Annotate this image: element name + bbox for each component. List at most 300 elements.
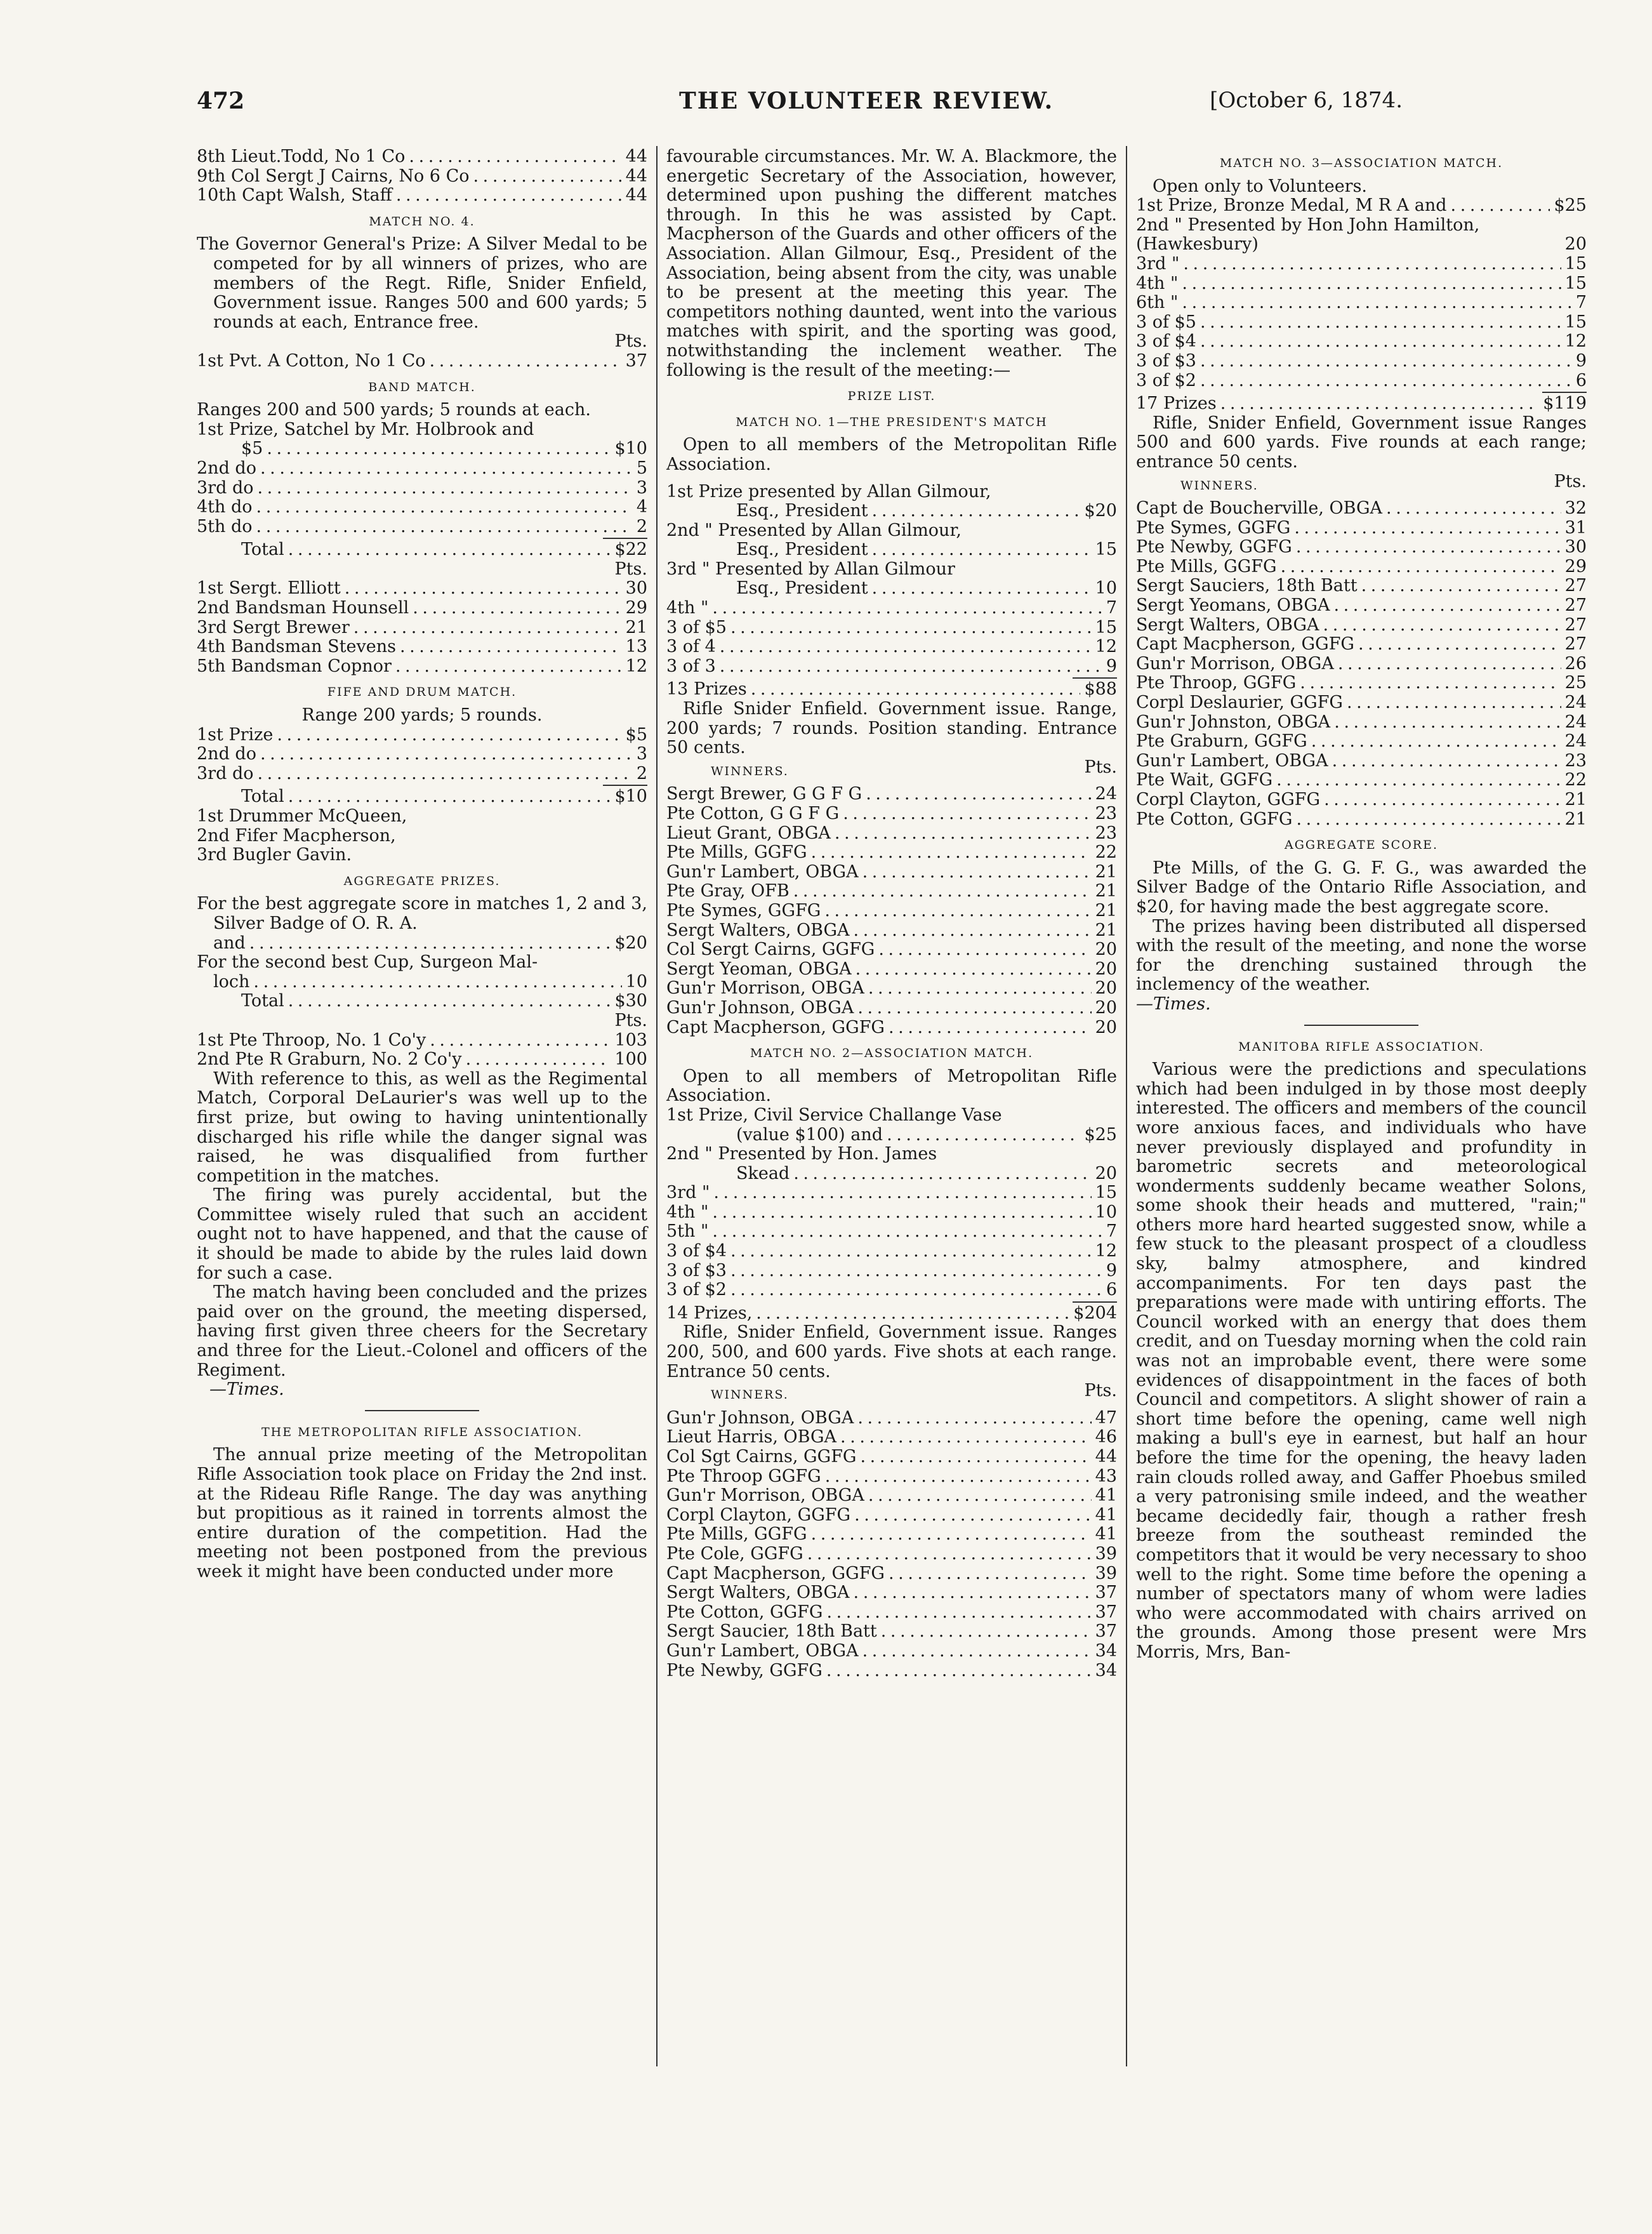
dot-leader: [856, 960, 1092, 980]
fife-winner-2: 3rd Bugler Gavin.: [197, 845, 352, 865]
entry-label: Corpl Deslaurier, GGFG: [1136, 693, 1343, 713]
entry-label: 3 of $2: [1136, 371, 1196, 390]
entry-value: 21: [1564, 790, 1587, 809]
entry-value: 24: [1095, 785, 1117, 804]
entry-value: 21: [1564, 809, 1587, 829]
sum-rule: [603, 538, 647, 539]
m2-total: [666, 1304, 1117, 1324]
entry-label: Pte Wait, GGFG: [1136, 771, 1273, 790]
entry-value: 23: [1095, 804, 1117, 823]
dot-leader: [256, 498, 633, 517]
band-prize-1-value: [197, 439, 647, 459]
entry-label: Sergt Walters, OBGA: [1136, 615, 1319, 635]
entry-value: 26: [1564, 654, 1587, 674]
entry-label: 1st Prize, Bronze Medal, M R A and: [1136, 196, 1447, 216]
entry-value: 30: [1564, 538, 1587, 557]
entry-label: Pte Graburn, GGFG: [1136, 732, 1307, 752]
band-prize-1-line: 1st Prize, Satchel by Mr. Holbrook and: [197, 419, 534, 439]
entry-value: 10: [625, 972, 647, 992]
entry-value: 31: [1564, 518, 1587, 538]
entry-label: 17 Prizes: [1136, 394, 1217, 414]
entry-value: 12: [625, 656, 647, 676]
dot-leader: [1182, 293, 1571, 313]
dotted-entry: [1136, 616, 1587, 635]
entry-label: 1st Pvt. A Cotton, No 1 Co: [197, 351, 426, 371]
dot-leader: [260, 459, 633, 479]
m2-rifle-text: Rifle, Snider Enfield, Government issue. Ranges 200, 500, and 600 yards. Five shots at each range. Entrance 50 cents.: [666, 1322, 1117, 1381]
paragraph: The prizes having been distributed all dispersed with the result of the meeting, and none the worse for the drenching sustained through the inclemency of the weather.: [1136, 916, 1587, 995]
dotted-entry: [1136, 394, 1587, 414]
entry-value: $119: [1543, 394, 1587, 414]
dotted-entry: [197, 186, 647, 206]
fife-drum-heading: FIFE AND DRUM MATCH.: [327, 685, 517, 700]
entry-value: $25: [1554, 196, 1587, 216]
entry-value: 34: [1095, 1641, 1117, 1661]
dot-leader: [857, 999, 1091, 1018]
dot-leader: [878, 940, 1091, 960]
entry-value: 23: [1564, 751, 1587, 771]
winners-head-row: [666, 1381, 1117, 1409]
m2-prizes: [666, 1183, 1117, 1300]
entry-label: 3 of $4: [1136, 332, 1196, 352]
dot-leader: [857, 1409, 1091, 1428]
dotted-entry: [666, 618, 1117, 638]
m3-prize-2: [1136, 216, 1587, 255]
dotted-entry: [666, 979, 1117, 999]
dot-leader: [409, 147, 621, 167]
m3-prize-1: [1136, 196, 1587, 216]
dot-leader: [872, 502, 1081, 521]
entry-label: 1st Pte Throop, No. 1 Co'y: [197, 1030, 426, 1050]
entry-label: 1st Prize: [197, 725, 274, 745]
dot-leader: [862, 863, 1092, 882]
entry-label: Corpl Clayton, GGFG: [1136, 790, 1321, 809]
entry-value: 34: [1095, 1661, 1117, 1680]
winners-heading: WINNERS.: [711, 1388, 789, 1402]
dotted-entry: [666, 1642, 1117, 1661]
m2-prize-1-line: 1st Prize, Civil Service Challange Vase: [666, 1105, 1002, 1125]
entry-label: Pte Mills, GGFG: [666, 1525, 807, 1545]
dot-leader: [854, 921, 1092, 941]
entry-value: $20: [1084, 502, 1117, 521]
dotted-entry: [736, 502, 1117, 521]
source-credit: —Times.: [209, 1380, 284, 1400]
entry-label: 14 Prizes,: [666, 1303, 753, 1323]
entry-label: 10th Capt Walsh, Staff: [197, 186, 392, 206]
dot-leader: [712, 1203, 1091, 1223]
entry-value: 21: [1095, 921, 1117, 940]
dot-leader: [843, 804, 1091, 824]
winners-head-row: [666, 758, 1117, 785]
entry-value: $10: [614, 787, 647, 807]
aggregate-prizes-heading: AGGREGATE PRIZES.: [343, 874, 501, 888]
dotted-entry: [666, 843, 1117, 863]
dotted-entry: [197, 599, 647, 618]
entry-value: 5: [636, 458, 647, 478]
aggregate-1-value: [197, 934, 647, 954]
dot-leader: [249, 934, 611, 954]
column-rule: [656, 146, 657, 2066]
dot-leader: [1296, 538, 1561, 557]
dot-leader: [824, 901, 1091, 921]
entry-label: Pte Cole, GGFG: [666, 1544, 803, 1564]
dotted-entry: [197, 1050, 647, 1070]
entry-value: 37: [625, 351, 647, 371]
entry-value: 12: [1095, 637, 1117, 657]
entry-value: 15: [1564, 254, 1587, 274]
entry-label: Esq., President: [736, 502, 868, 521]
sum-rule: [603, 785, 647, 786]
dot-leader: [730, 618, 1092, 638]
dotted-entry: [1136, 596, 1587, 616]
entry-label: Pte Cotton, GGFG: [666, 1602, 823, 1622]
dotted-entry: [197, 167, 647, 187]
fife-winner-0: 1st Drummer McQueen,: [197, 806, 407, 826]
match-4-text: The Governor General's Prize: A Silver Medal to be competed for by all winners of prizes, who are members of the Regt. Rifle, Snider Enfield, Government issue. Ranges 500 and 600 yards; 5 rounds at each, Entrance free.: [197, 234, 647, 332]
dotted-entry: [197, 726, 647, 745]
pts-label: Pts.: [1084, 757, 1117, 777]
entry-label: 4th do: [197, 498, 253, 517]
entry-label: Gun'r Morrison, OBGA: [666, 979, 864, 999]
dotted-entry: [197, 579, 647, 599]
dot-leader: [872, 540, 1092, 560]
entry-value: 24: [1564, 732, 1587, 752]
dotted-entry: [666, 882, 1117, 901]
entry-label: and: [213, 933, 246, 953]
entry-value: 44: [625, 186, 647, 206]
band-match-heading: BAND MATCH.: [368, 380, 476, 394]
pts-label: Pts.: [614, 1010, 647, 1030]
dotted-entry: [666, 1261, 1117, 1281]
dot-leader: [807, 1545, 1092, 1564]
dotted-entry: [736, 579, 1117, 599]
m3-winners: [1136, 499, 1587, 829]
paragraph: favourable circumstances. Mr. W. A. Blackmore, the energetic Secretary of the Association, however, determined upon pushing the different matches through. In this he was assisted by Capt. Macpherson of the Guards and other officers of the Association. Allan Gilmour, Esq., President of the Association, being absent from the city, was unable to be present at the meeting this year. The competitors nothing daunted, went into the various matches with spirit, and the sporting was good, notwithstanding the inclement weather. The following is the result of the meeting:—: [666, 147, 1117, 380]
entry-value: 15: [1095, 540, 1117, 560]
dot-leader: [1294, 519, 1561, 538]
aggregate-winners: [197, 1031, 647, 1070]
dotted-entry: [1136, 332, 1587, 352]
band-total: [197, 540, 647, 560]
entry-value: 24: [1564, 712, 1587, 732]
entry-value: 15: [1564, 274, 1587, 293]
m3-total: [1136, 394, 1587, 414]
entry-value: 20: [1095, 1018, 1117, 1037]
entry-label: Pte Symes, GGFG: [666, 901, 821, 921]
entry-value: 15: [1095, 1183, 1117, 1203]
m2-prize-2-value: [666, 1164, 1117, 1184]
m1-total: [666, 680, 1117, 700]
entry-label: Total: [241, 787, 284, 807]
band-match-text: Ranges 200 and 500 yards; 5 rounds at each.: [197, 400, 591, 420]
dot-leader: [720, 637, 1092, 657]
paragraph: The annual prize meeting of the Metropolitan Rifle Association took place on Friday the 2nd inst. at the Rideau Rifle Range. The day was anything but propitious as it rained in torrents almost the entire duration of the competition. Had the meeting not been postponed from the previous week it might have been conducted under more: [197, 1445, 647, 1581]
paragraph: With reference to this, as well as the Regimental Match, Corporal DeLaurier's was well up to the first prize, but owing to having unintentionally discharged his rifle while the danger signal was raised, he was disqualified from further competition in the matches.: [197, 1068, 647, 1186]
entry-value: 44: [625, 147, 647, 166]
entry-label: 4th ": [666, 1202, 709, 1222]
dotted-entry: [213, 973, 647, 992]
dotted-entry: [666, 1280, 1117, 1300]
dotted-entry: [666, 657, 1117, 677]
entry-value: 12: [1564, 332, 1587, 352]
dot-leader: [889, 1564, 1092, 1584]
entry-value: 21: [625, 618, 647, 637]
dotted-entry: [197, 745, 647, 764]
dotted-entry: [197, 459, 647, 479]
dot-leader: [872, 579, 1092, 599]
entry-label: Capt Macpherson, GGFG: [666, 1564, 885, 1583]
entry-label: Capt Macpherson, GGFG: [666, 1018, 885, 1037]
dot-leader: [730, 1261, 1102, 1281]
dotted-entry: [666, 1304, 1117, 1324]
fife-drum-text: Range 200 yards; 5 rounds.: [301, 705, 543, 726]
entry-value: 10: [1095, 579, 1117, 599]
dot-leader: [826, 1661, 1092, 1681]
m1-prizes: [666, 599, 1117, 676]
entry-value: 23: [1095, 823, 1117, 843]
dotted-entry: [1136, 790, 1587, 810]
dotted-entry: [1136, 313, 1587, 333]
aggregate-1-text: For the best aggregate score in matches 1, 2 and 3, Silver Badge of O. R. A.: [197, 894, 647, 933]
m2-prize-2-line: 2nd " Presented by Hon. James: [666, 1144, 937, 1164]
dotted-entry: [666, 599, 1117, 618]
dot-leader: [256, 517, 633, 537]
entry-label: Pte Cotton, GGFG: [1136, 809, 1293, 829]
fife-winner-1: 2nd Fifer Macpherson,: [197, 825, 396, 846]
m1-prize-1-line: 1st Prize presented by Allan Gilmour,: [666, 481, 991, 502]
entry-label: Gun'r Johnson, OBGA: [666, 1408, 854, 1428]
dot-leader: [713, 1183, 1091, 1203]
entry-label: Pte Mills, GGFG: [1136, 557, 1277, 576]
dot-leader: [354, 618, 622, 638]
entry-value: 9: [1575, 351, 1587, 371]
entry-value: 9: [1106, 656, 1117, 676]
dot-leader: [260, 745, 633, 764]
entry-value: 46: [1095, 1428, 1117, 1447]
dotted-entry: [666, 637, 1117, 657]
pts-label: Pts.: [614, 331, 647, 352]
dot-leader: [854, 1506, 1092, 1526]
dot-leader: [862, 1642, 1092, 1661]
dotted-entry: [666, 1467, 1117, 1487]
dotted-entry: [1136, 732, 1587, 752]
dot-leader: [868, 979, 1092, 999]
dotted-entry: [1136, 810, 1587, 830]
dot-leader: [712, 599, 1102, 618]
dot-leader: [1361, 576, 1561, 596]
entry-label: Total: [241, 540, 284, 560]
dot-leader: [345, 579, 622, 599]
dotted-entry: [736, 540, 1117, 560]
dot-leader: [1296, 810, 1561, 830]
entry-label: Pte Throop, GGFG: [1136, 674, 1297, 693]
winners-head-row: [1136, 472, 1587, 500]
entry-label: Corpl Clayton, GGFG: [666, 1505, 851, 1525]
dotted-entry: [666, 1622, 1117, 1642]
entry-label: Pte Mills, GGFG: [666, 843, 807, 863]
aggregate-2-text: For the second best Cup, Surgeon Mal-: [197, 952, 538, 973]
dot-leader: [1333, 596, 1561, 616]
entry-label: 6th ": [1136, 293, 1179, 313]
dot-leader: [1220, 394, 1540, 414]
entry-label: $5: [241, 439, 263, 459]
entry-value: 20: [1095, 998, 1117, 1018]
entry-label: 1st Sergt. Elliott: [197, 579, 341, 599]
dotted-entry: [197, 352, 647, 371]
entry-label: Esq., President: [736, 579, 868, 599]
dotted-entry: [666, 1203, 1117, 1223]
dot-leader: [1200, 332, 1561, 352]
entry-value: 27: [1564, 596, 1587, 616]
m1-prize-3-line: 3rd " Presented by Allan Gilmour: [666, 559, 955, 579]
entry-value: 21: [1095, 901, 1117, 921]
dot-leader: [887, 1126, 1080, 1145]
entry-value: 4: [636, 498, 647, 517]
prize-label: 2nd " Presented by Hon John Hamilton, (Hawkesbury): [1136, 215, 1480, 255]
dot-leader: [793, 1164, 1091, 1184]
entry-value: 47: [1095, 1408, 1117, 1428]
dotted-entry: [1136, 635, 1587, 655]
dotted-entry: [666, 901, 1117, 921]
dotted-entry: [666, 824, 1117, 844]
dot-leader: [396, 186, 622, 206]
dotted-entry: [197, 637, 647, 657]
entry-label: 3 of $4: [666, 1242, 727, 1261]
dot-leader: [889, 1018, 1092, 1038]
entry-value: 2: [636, 517, 647, 536]
entry-value: 39: [1095, 1564, 1117, 1583]
entry-value: 41: [1095, 1525, 1117, 1545]
dot-leader: [473, 167, 621, 187]
entry-value: 25: [1564, 674, 1587, 693]
dotted-entry: [197, 618, 647, 638]
entry-label: Sergt Yeomans, OBGA: [1136, 596, 1330, 616]
entry-label: Col Sgt Cairns, GGFG: [666, 1447, 857, 1466]
entry-label: Col Sergt Cairns, GGFG: [666, 940, 875, 960]
dotted-entry: [197, 479, 647, 498]
dotted-entry: [666, 1409, 1117, 1428]
entry-label: Skead: [736, 1164, 790, 1183]
fife-total: [197, 787, 647, 807]
entry-label: Pte Newby, GGFG: [666, 1661, 823, 1680]
source-credit: —Times.: [1136, 994, 1211, 1014]
page-header: [197, 88, 1403, 126]
m2-winners: [666, 1409, 1117, 1680]
page-number: 472: [197, 88, 245, 114]
entry-label: 3rd do: [197, 764, 254, 783]
entry-value: 21: [1095, 882, 1117, 901]
entry-value: 39: [1095, 1544, 1117, 1564]
entry-label: 2nd Pte R Graburn, No. 2 Co'y: [197, 1050, 462, 1070]
dot-leader: [1200, 313, 1561, 333]
dot-leader: [258, 479, 633, 498]
dot-leader: [267, 439, 611, 459]
entry-label: Sergt Walters, OBGA: [666, 921, 850, 940]
dot-leader: [868, 1486, 1092, 1506]
dotted-entry: [666, 960, 1117, 980]
sum-rule: [1073, 677, 1117, 679]
entry-value: $5: [625, 725, 647, 745]
entry-label: Esq., President: [736, 540, 868, 560]
dotted-entry: [1136, 771, 1587, 790]
entry-label: 3 of $3: [666, 1261, 727, 1280]
column-rule: [1126, 146, 1127, 2066]
m1-prize-2-value: [666, 540, 1117, 560]
dotted-entry: [666, 1583, 1117, 1603]
entry-label: Gun'r Morrison, OBGA: [1136, 654, 1334, 674]
entry-value: $30: [614, 992, 647, 1011]
prize-list-heading: PRIZE LIST.: [847, 389, 936, 404]
entry-value: 10: [1095, 1202, 1117, 1222]
dotted-entry: [666, 1661, 1117, 1681]
dotted-entry: [666, 1564, 1117, 1584]
dotted-entry: [241, 787, 647, 807]
entry-label: 5th ": [666, 1222, 709, 1242]
entry-value: $88: [1084, 680, 1117, 700]
entry-label: 2nd Bandsman Hounsell: [197, 599, 409, 618]
entry-label: Pte Throop GGFG: [666, 1466, 821, 1486]
dotted-entry: [241, 992, 647, 1011]
dot-leader: [720, 657, 1102, 677]
dot-leader: [395, 657, 622, 677]
m1-prize-3-value: [666, 579, 1117, 599]
dot-leader: [1300, 674, 1561, 693]
entry-value: 37: [1095, 1602, 1117, 1622]
dotted-entry: [241, 439, 647, 459]
dotted-entry: [666, 999, 1117, 1018]
entry-label: Sergt Sauciers, 18th Batt: [1136, 576, 1358, 596]
entry-label: Gun'r Lambert, OBGA: [1136, 751, 1328, 771]
dotted-entry: [241, 540, 647, 560]
dotted-entry: [1136, 274, 1587, 294]
dotted-entry: [736, 1126, 1117, 1145]
entry-value: 103: [614, 1030, 647, 1050]
entry-value: 20: [1095, 979, 1117, 999]
dotted-entry: [666, 1242, 1117, 1261]
dotted-entry: [1136, 752, 1587, 771]
dotted-entry: [666, 1183, 1117, 1203]
dot-leader: [258, 764, 633, 784]
dot-leader: [756, 1304, 1069, 1324]
entry-value: 7: [1575, 293, 1587, 313]
entry-label: 2nd do: [197, 458, 256, 478]
m1-winners: [666, 785, 1117, 1037]
dot-leader: [1334, 713, 1561, 733]
dotted-entry: [666, 863, 1117, 882]
aggregate-2-value: [197, 973, 647, 992]
entry-value: $22: [614, 540, 647, 560]
entry-value: $204: [1073, 1303, 1117, 1323]
entry-value: 100: [614, 1050, 647, 1070]
dotted-entry: [666, 680, 1117, 700]
winners-heading: WINNERS.: [1180, 478, 1259, 493]
entry-value: 41: [1095, 1505, 1117, 1525]
dotted-entry: [197, 517, 647, 537]
entry-label: Sergt Brewer, G G F G: [666, 785, 862, 804]
dotted-entry: [666, 1603, 1117, 1623]
dot-leader: [854, 1583, 1092, 1603]
entry-value: 15: [1564, 312, 1587, 332]
dot-leader: [1276, 771, 1561, 790]
dotted-entry: [1136, 655, 1587, 674]
entry-value: 20: [1095, 959, 1117, 979]
dotted-entry: [1136, 293, 1587, 313]
entry-value: 37: [1095, 1622, 1117, 1642]
paragraph: The match having been concluded and the prizes paid over on the ground, the meeting dispersed, having first given three cheers for the Secretary and three for the Lieut.-Colonel and officers of the Regiment.: [197, 1282, 647, 1380]
entry-value: 44: [625, 166, 647, 186]
entry-label: Sergt Walters, OBGA: [666, 1583, 850, 1603]
dot-leader: [288, 540, 611, 560]
